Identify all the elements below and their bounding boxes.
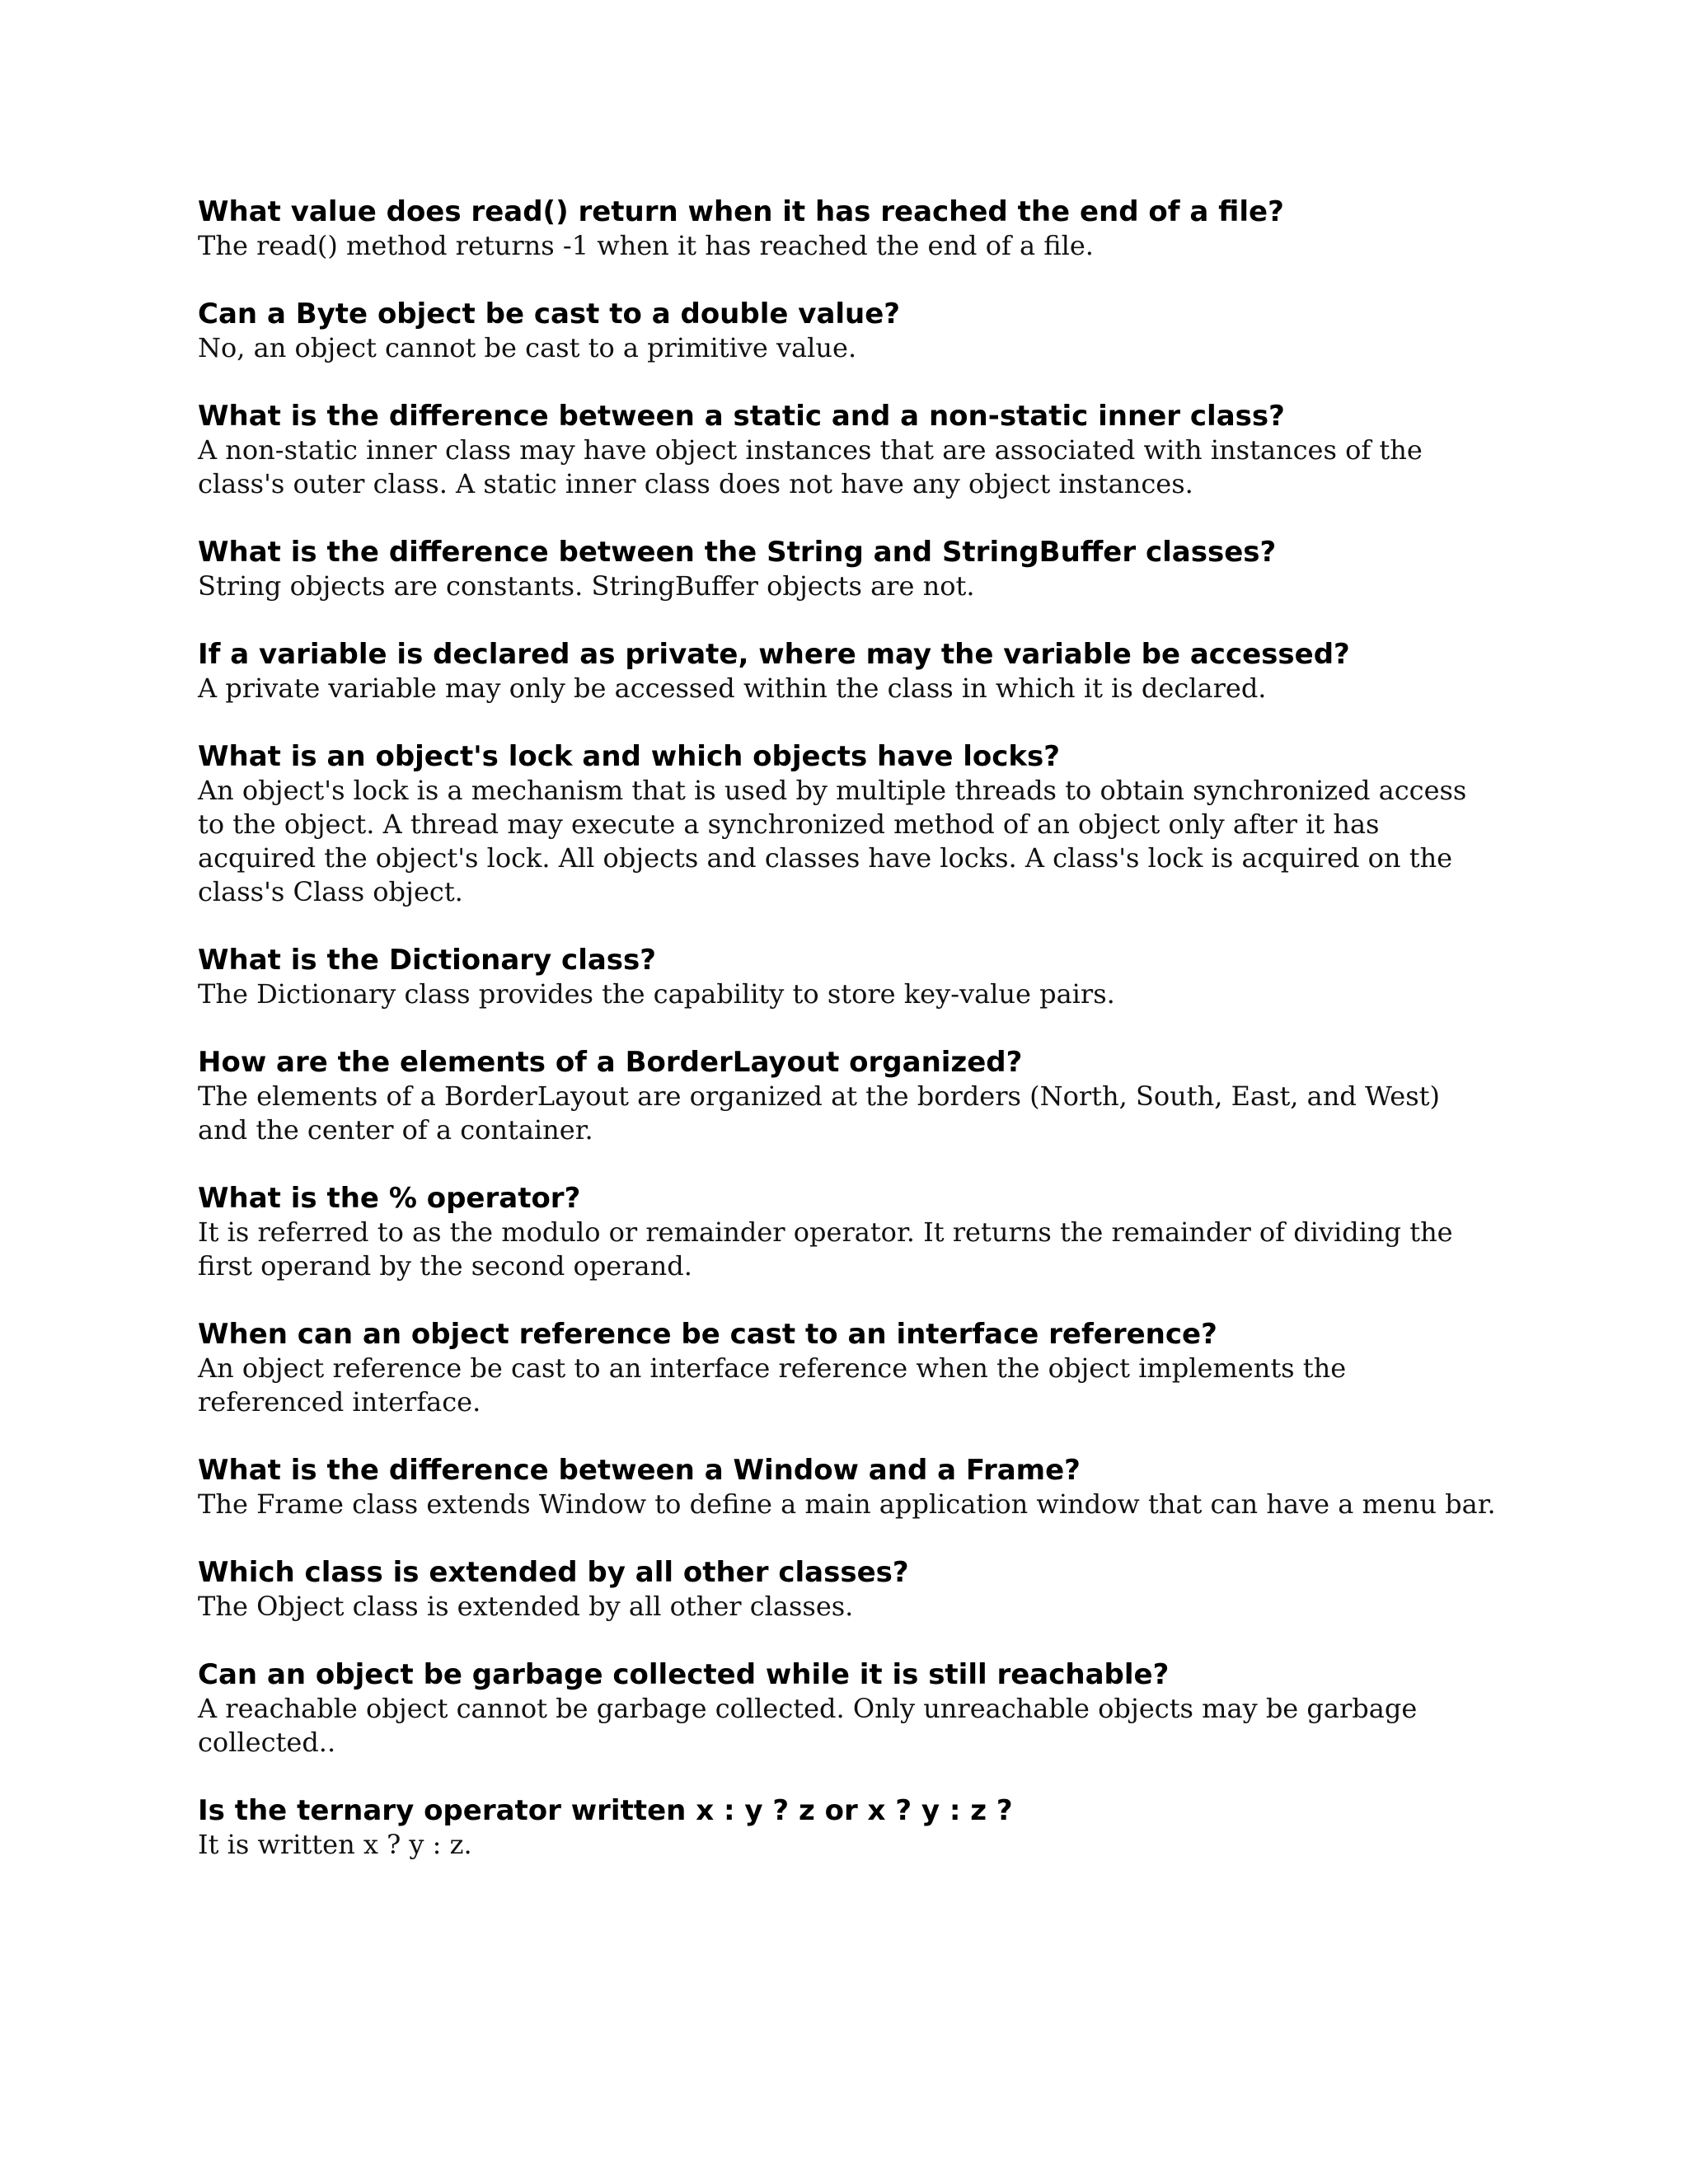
- answer-text: No, an object cannot be cast to a primitive value.: [198, 332, 857, 363]
- question-heading: How are the elements of a BorderLayout organized?: [198, 1046, 1023, 1079]
- answer-text: The Frame class extends Window to define a main application window that can have a menu bar.: [198, 1488, 1496, 1520]
- question-heading: What is the difference between a Window and a Frame?: [198, 1454, 1081, 1487]
- qa-item-borderlayout: [198, 1046, 1496, 1147]
- question-heading: What is the difference between the String and StringBuffer classes?: [198, 536, 1277, 569]
- answer-text: The read() method returns -1 when it has reached the end of a file.: [198, 230, 1094, 261]
- qa-item-ternary-operator: [198, 1794, 1496, 1862]
- answer-text: The Object class is extended by all other classes.: [198, 1591, 854, 1622]
- question-heading: When can an object reference be cast to an interface reference?: [198, 1318, 1217, 1351]
- answer-text: The elements of a BorderLayout are organized at the borders (North, South, East, and West) and the center of a container.: [198, 1080, 1440, 1146]
- qa-item-read-eof: [198, 195, 1496, 263]
- question-heading: Is the ternary operator written x : y ? z or x ? y : z ?: [198, 1794, 1013, 1827]
- qa-item-private-variable: [198, 638, 1496, 705]
- qa-item-dictionary-class: [198, 944, 1496, 1011]
- answer-text: The Dictionary class provides the capability to store key-value pairs.: [198, 978, 1115, 1010]
- qa-item-byte-cast: [198, 298, 1496, 365]
- qa-item-window-frame: [198, 1454, 1496, 1521]
- answer-text: An object reference be cast to an interface reference when the object implements the referenced interface.: [198, 1352, 1347, 1418]
- qa-item-garbage-collection: [198, 1658, 1496, 1760]
- question-heading: Can an object be garbage collected while it is still reachable?: [198, 1658, 1170, 1691]
- question-heading: Can a Byte object be cast to a double value?: [198, 298, 901, 330]
- answer-text: It is referred to as the modulo or remainder operator. It returns the remainder of dividing the first operand by the second operand.: [198, 1216, 1453, 1282]
- answer-text: A private variable may only be accessed within the class in which it is declared.: [198, 673, 1267, 704]
- question-heading: What is the % operator?: [198, 1182, 581, 1215]
- answer-text: An object's lock is a mechanism that is used by multiple threads to obtain synchronized access to the object. A thread may execute a synchronized method of an object only after it has acquired the object's lock. All objects and classes have locks. A class's lock is acquired on the class's Class object.: [198, 775, 1467, 907]
- qa-list: [198, 195, 1496, 1896]
- question-heading: What is an object's lock and which objects have locks?: [198, 740, 1060, 773]
- question-heading: Which class is extended by all other classes?: [198, 1556, 909, 1589]
- answer-text: It is written x ? y : z.: [198, 1829, 472, 1860]
- answer-text: A reachable object cannot be garbage collected. Only unreachable objects may be garbage collected..: [198, 1693, 1418, 1758]
- qa-item-string-stringbuffer: [198, 536, 1496, 603]
- qa-item-object-lock: [198, 740, 1496, 909]
- question-heading: What is the Dictionary class?: [198, 944, 656, 977]
- answer-text: A non-static inner class may have object instances that are associated with instances of the class's outer class. A static inner class does not have any object instances.: [198, 434, 1423, 499]
- question-heading: If a variable is declared as private, where may the variable be accessed?: [198, 638, 1350, 671]
- question-heading: What is the difference between a static and a non-static inner class?: [198, 400, 1285, 433]
- answer-text: String objects are constants. StringBuffer objects are not.: [198, 570, 975, 602]
- qa-item-modulo-operator: [198, 1182, 1496, 1283]
- question-heading: What value does read() return when it has reached the end of a file?: [198, 195, 1284, 228]
- qa-item-static-inner-class: [198, 400, 1496, 501]
- qa-item-interface-cast: [198, 1318, 1496, 1419]
- qa-item-object-class: [198, 1556, 1496, 1624]
